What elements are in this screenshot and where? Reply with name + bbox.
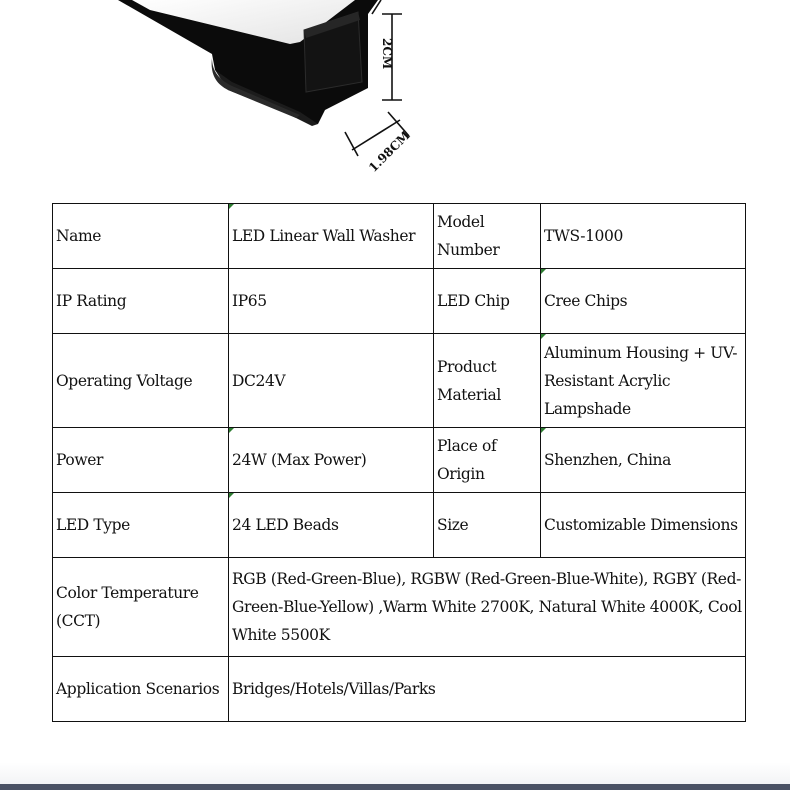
value-led-type: 24 LED Beads	[229, 493, 434, 558]
value-color-temperature: RGB (Red-Green-Blue), RGBW (Red-Green-Blue-White), RGBY (Red-Green-Blue-Yellow) ,Warm White 2700K, Natural White 4000K, Cool White 5500K	[229, 558, 746, 657]
value-operating-voltage: DC24V	[229, 334, 434, 428]
value-place-of-origin: Shenzhen, China	[541, 428, 746, 493]
label-ip-rating: IP Rating	[53, 269, 229, 334]
footer-shadow	[0, 762, 790, 784]
label-place-of-origin: Place of Origin	[434, 428, 541, 493]
label-power: Power	[53, 428, 229, 493]
value-ip-rating: IP65	[229, 269, 434, 334]
table-row	[53, 204, 746, 269]
label-color-temperature: Color Temperature (CCT)	[53, 558, 229, 657]
spec-table	[52, 203, 746, 722]
label-application-scenarios: Application Scenarios	[53, 657, 229, 722]
footer-bar	[0, 784, 790, 790]
label-name: Name	[53, 204, 229, 269]
table-row	[53, 428, 746, 493]
table-row	[53, 657, 746, 722]
value-model-number: TWS-1000	[541, 204, 746, 269]
value-size: Customizable Dimensions	[541, 493, 746, 558]
table-row	[53, 493, 746, 558]
table-row	[53, 334, 746, 428]
height-label: 2CM	[380, 38, 394, 70]
label-operating-voltage: Operating Voltage	[53, 334, 229, 428]
value-product-material: Aluminum Housing + UV-Resistant Acrylic Lampshade	[541, 334, 746, 428]
product-profile-diagram	[0, 0, 790, 190]
table-row	[53, 558, 746, 657]
label-led-chip: LED Chip	[434, 269, 541, 334]
profile-drawing	[0, 0, 790, 190]
label-product-material: Product Material	[434, 334, 541, 428]
label-model-number: Model Number	[434, 204, 541, 269]
table-row	[53, 269, 746, 334]
label-size: Size	[434, 493, 541, 558]
value-name: LED Linear Wall Washer	[229, 204, 434, 269]
value-power: 24W (Max Power)	[229, 428, 434, 493]
width-label: 1.98CM	[366, 128, 413, 175]
value-application-scenarios: Bridges/Hotels/Villas/Parks	[229, 657, 746, 722]
label-led-type: LED Type	[53, 493, 229, 558]
value-led-chip: Cree Chips	[541, 269, 746, 334]
